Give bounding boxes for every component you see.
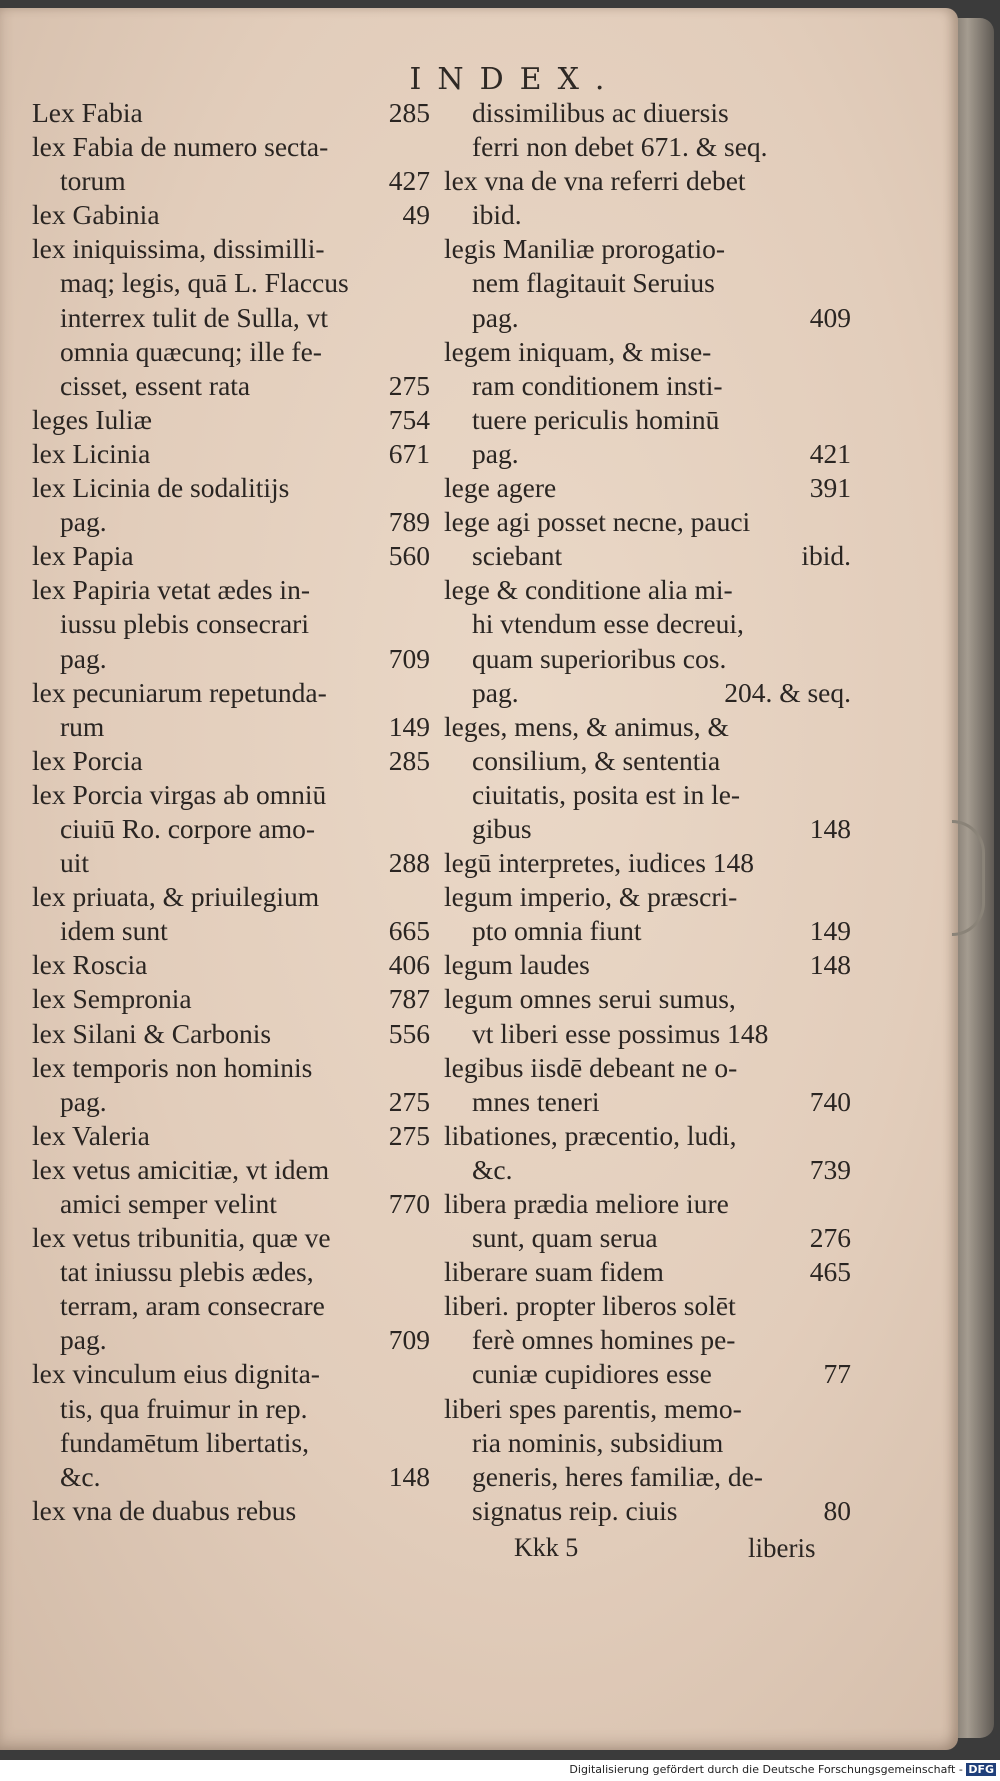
entry-page-number: 770 <box>388 1188 430 1219</box>
entry-page-number: 148 <box>388 1460 430 1492</box>
entry-text: generis, heres familiæ, de- <box>472 1460 763 1492</box>
entry-text: vt liberi esse possimus 148 <box>472 1017 769 1049</box>
entry-text: pag. <box>60 642 107 674</box>
index-entry-line <box>444 676 851 710</box>
index-entry-line <box>444 1323 851 1357</box>
entry-text: terram, aram consecrare <box>60 1290 325 1322</box>
index-entry-line <box>32 676 430 710</box>
index-entry-line <box>444 607 851 641</box>
entry-page-number: 285 <box>388 97 430 128</box>
entry-text: lex vinculum eius dignita- <box>32 1358 320 1390</box>
entry-text: legum omnes serui sumus, <box>444 983 736 1015</box>
entry-text: legum laudes <box>444 949 590 981</box>
entry-page-number: 465 <box>809 1256 851 1288</box>
index-entry-line <box>444 437 851 471</box>
index-entry-line <box>32 982 430 1016</box>
index-entry-line <box>32 403 430 437</box>
entry-text: amici semper velint <box>60 1188 277 1219</box>
entry-page-number: ibid. <box>801 540 851 572</box>
entry-page-number: 80 <box>823 1494 851 1526</box>
index-entry-line <box>444 812 851 846</box>
index-entry-line <box>32 266 430 300</box>
entry-text: liberi. propter liberos solēt <box>444 1290 736 1322</box>
entry-text: pag. <box>60 1085 107 1117</box>
entry-text: uit <box>60 847 90 879</box>
index-entry-line <box>32 1153 430 1187</box>
entry-text: pag. <box>60 506 107 538</box>
index-entry-line <box>444 710 851 744</box>
index-entry-line <box>444 369 851 403</box>
entry-text: pag. <box>472 437 519 469</box>
entry-page-number: 409 <box>809 301 851 333</box>
index-entry-line <box>32 1323 430 1357</box>
entry-text: lex Papiria vetat ædes in- <box>32 574 310 606</box>
entry-text: lex Valeria <box>32 1119 150 1151</box>
index-entry-line <box>444 232 851 266</box>
entry-page-number: 148 <box>809 812 851 844</box>
entry-page-number: 421 <box>809 437 851 469</box>
index-entry-line <box>444 301 851 335</box>
index-entry-line <box>444 846 851 880</box>
index-entry-line <box>444 471 851 505</box>
entry-text: signatus reip. ciuis <box>472 1494 678 1526</box>
entry-text: pag. <box>60 1324 107 1356</box>
entry-text: sunt, quam serua <box>472 1222 658 1254</box>
index-entry-line <box>444 335 851 369</box>
index-entry-line <box>32 744 430 778</box>
index-column-right <box>444 96 851 1528</box>
entry-text: legum imperio, & præscri- <box>444 881 738 913</box>
entry-text: &c. <box>472 1153 513 1185</box>
index-entry-line <box>32 164 430 198</box>
index-entry-line <box>32 948 430 982</box>
index-entry-line <box>444 1460 851 1494</box>
entry-text: lex Porcia <box>32 744 143 776</box>
index-entry-line <box>32 198 430 232</box>
catchword: liberis <box>748 1533 816 1563</box>
index-entry-line <box>32 1017 430 1051</box>
index-entry-line <box>32 1255 430 1289</box>
index-entry-line <box>32 1460 430 1494</box>
entry-text: lex Porcia virgas ab omniū <box>32 778 327 810</box>
entry-text: legū interpretes, iudices 148 <box>444 847 755 879</box>
entry-text: ciuiū Ro. corpore amo- <box>60 812 316 844</box>
index-entry-line <box>32 1187 430 1221</box>
index-entry-line <box>32 642 430 676</box>
entry-text: lege & conditione alia mi- <box>444 574 733 606</box>
index-entry-line <box>32 573 430 607</box>
index-entry-line <box>444 403 851 437</box>
entry-page-number: 204. & seq. <box>724 676 851 708</box>
index-column-left <box>32 96 430 1528</box>
index-entry-line <box>444 1289 851 1323</box>
entry-page-number: 671 <box>388 437 430 469</box>
entry-text: lex Sempronia <box>32 983 192 1015</box>
index-entry-line <box>32 437 430 471</box>
page-header: INDEX. <box>409 62 621 97</box>
entry-text: quam superioribus cos. <box>472 642 727 674</box>
index-entry-line <box>32 335 430 369</box>
entry-page-number: 709 <box>388 1324 430 1356</box>
entry-text: lege agi posset necne, pauci <box>444 506 751 538</box>
entry-page-number: 427 <box>388 165 430 197</box>
entry-text: lex Papia <box>32 540 134 572</box>
entry-text: interrex tulit de Sulla, vt <box>60 301 329 333</box>
index-entry-line <box>444 130 851 164</box>
index-entry-line <box>444 164 851 198</box>
index-entry-line <box>444 266 851 300</box>
index-entry-line <box>444 539 851 573</box>
entry-text: lex Fabia de numero secta- <box>32 131 329 163</box>
entry-text: gibus <box>472 812 532 844</box>
index-entry-line <box>32 880 430 914</box>
entry-text: fundamētum libertatis, <box>60 1426 309 1458</box>
index-entry-line <box>444 198 851 232</box>
entry-page-number: 288 <box>388 847 430 879</box>
entry-text: ferè omnes homines pe- <box>472 1324 736 1356</box>
entry-page-number: 285 <box>388 744 430 776</box>
entry-text: legibus iisdē debeant ne o- <box>444 1051 738 1083</box>
entry-page-number: 275 <box>388 1119 430 1151</box>
entry-text: liberare suam fidem <box>444 1256 664 1288</box>
entry-text: lex vna de vna referri debet <box>444 165 746 197</box>
entry-page-number: 740 <box>809 1085 851 1117</box>
entry-text: consilium, & sententia <box>472 744 721 776</box>
entry-page-number: 709 <box>388 642 430 674</box>
entry-text: dissimilibus ac diuersis <box>472 97 729 128</box>
entry-page-number: 787 <box>388 983 430 1015</box>
index-entry-line <box>444 778 851 812</box>
entry-text: Lex Fabia <box>32 97 143 128</box>
entry-text: ram conditionem insti- <box>472 369 723 401</box>
index-entry-line <box>444 982 851 1016</box>
index-entry-line <box>32 778 430 812</box>
index-entry-line <box>444 1255 851 1289</box>
entry-text: pag. <box>472 676 519 708</box>
dfg-logo: DFG <box>968 1763 994 1776</box>
index-entry-line <box>444 505 851 539</box>
index-entry-line <box>32 1357 430 1391</box>
index-entry-line <box>444 1392 851 1426</box>
index-entry-line <box>32 1119 430 1153</box>
entry-page-number: 276 <box>809 1222 851 1254</box>
index-entry-line <box>444 1085 851 1119</box>
entry-text: lex temporis non hominis <box>32 1051 313 1083</box>
entry-text: lex Roscia <box>32 949 148 981</box>
entry-text: rum <box>60 710 105 742</box>
index-entry-line <box>32 301 430 335</box>
entry-text: legem iniquam, & mise- <box>444 335 712 367</box>
entry-page-number: 77 <box>823 1358 851 1390</box>
index-entry-line <box>32 130 430 164</box>
entry-text: tat iniussu plebis ædes, <box>60 1256 314 1288</box>
entry-text: iussu plebis consecrari <box>60 608 309 640</box>
entry-text: sciebant <box>472 540 563 572</box>
credit-text: Digitalisierung gefördert durch die Deutsche Forschungsgemeinschaft - <box>569 1763 963 1776</box>
entry-text: lex priuata, & priuilegium <box>32 881 320 913</box>
entry-text: lex vna de duabus rebus <box>32 1494 297 1526</box>
index-entry-line <box>444 1051 851 1085</box>
entry-text: liberi spes parentis, memo- <box>444 1392 742 1424</box>
entry-text: legis Maniliæ prorogatio- <box>444 233 726 265</box>
entry-text: &c. <box>60 1460 101 1492</box>
entry-text: leges Iuliæ <box>32 403 152 435</box>
entry-text: pto omnia fiunt <box>472 915 642 947</box>
entry-text: lex vetus amicitiæ, vt idem <box>32 1153 330 1185</box>
index-entry-line <box>444 744 851 778</box>
entry-page-number: 149 <box>388 710 430 742</box>
index-entry-line <box>444 914 851 948</box>
entry-text: tis, qua fruimur in rep. <box>60 1392 308 1424</box>
index-entry-line <box>444 1153 851 1187</box>
entry-page-number: 406 <box>388 949 430 981</box>
entry-text: cuniæ cupidiores esse <box>472 1358 712 1390</box>
entry-text: tuere periculis hominū <box>472 403 720 435</box>
entry-text: pag. <box>472 301 519 333</box>
index-entry-line <box>444 1221 851 1255</box>
entry-page-number: 665 <box>388 915 430 947</box>
entry-text: libationes, præcentio, ludi, <box>444 1119 737 1151</box>
index-entry-line <box>444 1426 851 1460</box>
entry-text: ria nominis, subsidium <box>472 1426 724 1458</box>
entry-page-number: 275 <box>388 1085 430 1117</box>
entry-page-number: 391 <box>809 472 851 504</box>
index-entry-line <box>444 1119 851 1153</box>
entry-text: lex Licinia <box>32 437 151 469</box>
entry-text: lex Gabinia <box>32 199 160 231</box>
index-entry-line <box>444 573 851 607</box>
entry-text: cisset, essent rata <box>60 369 251 401</box>
index-entry-line <box>32 846 430 880</box>
index-entry-line <box>444 948 851 982</box>
entry-page-number: 556 <box>388 1017 430 1049</box>
index-entry-line <box>444 1494 851 1528</box>
index-entry-line <box>444 1357 851 1391</box>
entry-text: lex Silani & Carbonis <box>32 1017 272 1049</box>
index-entry-line <box>444 1187 851 1221</box>
entry-text: leges, mens, & animus, & <box>444 710 729 742</box>
entry-text: ferri non debet 671. & seq. <box>472 131 768 163</box>
entry-text: lex pecuniarum repetunda- <box>32 676 327 708</box>
index-entry-line <box>444 642 851 676</box>
index-entry-line <box>444 96 851 130</box>
index-entry-line <box>32 471 430 505</box>
digitization-credit <box>569 1763 996 1776</box>
index-entry-line <box>32 1289 430 1323</box>
entry-text: lex iniquissima, dissimilli- <box>32 233 325 265</box>
index-entry-line <box>32 1221 430 1255</box>
signature-mark: Kkk 5 <box>514 1533 579 1562</box>
index-entry-line <box>444 880 851 914</box>
entry-text: omnia quæcunq; ille fe- <box>60 335 322 367</box>
entry-text: lex Licinia de sodalitijs <box>32 472 290 504</box>
entry-text: torum <box>60 165 126 197</box>
entry-text: idem sunt <box>60 915 168 947</box>
entry-text: lex vetus tribunitia, quæ ve <box>32 1222 331 1254</box>
entry-text: nem flagitauit Seruius <box>472 267 715 299</box>
index-entry-line <box>32 1494 430 1528</box>
entry-page-number: 560 <box>388 540 430 572</box>
entry-page-number: 49 <box>402 199 430 231</box>
index-entry-line <box>32 1085 430 1119</box>
index-entry-line <box>32 710 430 744</box>
index-entry-line <box>444 1017 851 1051</box>
page-clip <box>952 820 985 936</box>
entry-text: maq; legis, quā L. Flaccus <box>60 267 349 299</box>
entry-text: mnes teneri <box>472 1085 600 1117</box>
index-entry-line <box>32 539 430 573</box>
index-entry-line <box>32 232 430 266</box>
index-entry-line <box>32 1426 430 1460</box>
index-entry-line <box>32 369 430 403</box>
index-entry-line <box>32 505 430 539</box>
entry-text: libera prædia meliore iure <box>444 1188 729 1219</box>
entry-text: hi vtendum esse decreui, <box>472 608 744 640</box>
entry-page-number: 789 <box>388 506 430 538</box>
entry-text: ciuitatis, posita est in le- <box>472 778 741 810</box>
index-entry-line <box>32 1051 430 1085</box>
index-entry-line <box>32 914 430 948</box>
entry-page-number: 148 <box>809 949 851 981</box>
index-entry-line <box>32 607 430 641</box>
entry-page-number: 275 <box>388 369 430 401</box>
entry-text: ibid. <box>472 199 522 231</box>
entry-page-number: 149 <box>809 915 851 947</box>
entry-text: lege agere <box>444 472 557 504</box>
index-entry-line <box>32 1392 430 1426</box>
entry-page-number: 754 <box>388 403 430 435</box>
index-entry-line <box>32 812 430 846</box>
entry-page-number: 739 <box>809 1153 851 1185</box>
index-entry-line <box>32 96 430 130</box>
